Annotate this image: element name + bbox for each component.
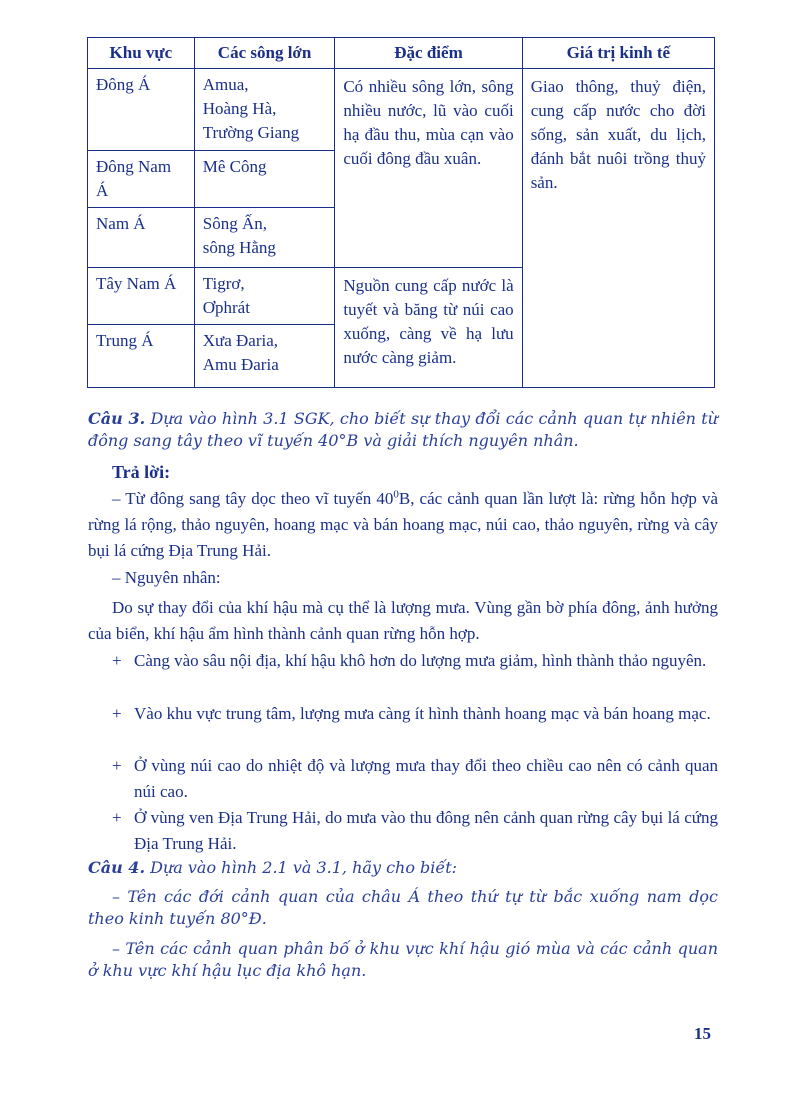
header-economic-value: Giá trị kinh tế [522, 38, 714, 69]
cause-heading: – Nguyên nhân: [112, 568, 221, 587]
region-cell: Tây Nam Á [88, 268, 195, 325]
river-name: Tigrơ, [202, 274, 245, 293]
bullet-mark: + [112, 704, 122, 723]
answer-paragraph-2 [112, 565, 742, 591]
answer-title: Trả lời: [112, 462, 171, 482]
river-name: sông Hằng [202, 238, 276, 257]
features-cell-1: Có nhiều sông lớn, sông nhiều nước, lũ vào cuối hạ đầu thu, mùa cạn vào cuối đông đầu xuân. [335, 69, 522, 268]
table-row [88, 69, 715, 151]
header-rivers: Các sông lớn [194, 38, 335, 69]
features-cell-2: Nguồn cung cấp nước là tuyết và băng từ núi cao xuống, càng về hạ lưu nước càng giảm. [335, 268, 522, 388]
header-features: Đặc điểm [335, 38, 522, 69]
question-3 [88, 408, 718, 452]
rivers-cell [194, 325, 335, 388]
river-name: Xưa Đaria, [202, 331, 279, 350]
page-number: 15 [694, 1024, 711, 1043]
list-item-text: Vào khu vực trung tâm, lượng mưa càng ít hình thành hoang mạc và bán hoang mạc. [134, 704, 711, 723]
answer-paragraph-1-text: – Từ đông sang tây dọc theo vĩ tuyến 40 [112, 489, 394, 508]
answer-paragraph-3-text: Do sự thay đổi của khí hậu mà cụ thể là lượng mưa. Vùng gần bờ phía đông, ảnh hưởng của biển, khí hậu ẩm hình thành cảnh quan rừng hỗn hợp. [88, 598, 718, 643]
region-cell: Trung Á [88, 325, 195, 388]
list-item [112, 701, 718, 727]
bullet-mark: + [112, 651, 122, 670]
list-item-text: Càng vào sâu nội địa, khí hậu khô hơn do lượng mưa giảm, hình thành thảo nguyên. [134, 651, 707, 670]
question-3-label: Câu 3. [88, 409, 146, 428]
rivers-cell [194, 151, 335, 208]
list-item [112, 753, 718, 805]
list-item-text: Ở vùng ven Địa Trung Hải, do mưa vào thu đông nên cảnh quan rừng cây bụi lá cứng Địa Trung Hải. [134, 808, 718, 853]
table-header-row [88, 38, 715, 69]
answer-title-block [112, 459, 742, 486]
answer-paragraph-1-text-end: B, các cảnh quan lần lượt là: rừng hỗn hợp và rừng lá rộng, thảo nguyên, hoang mạc và bán hoang mạc, núi cao, thảo nguyên, rừng và cây bụi lá cứng Địa Trung Hải. [88, 489, 718, 560]
question-4 [88, 857, 718, 879]
region-cell: Đông Nam Á [88, 151, 195, 208]
answer-paragraph-1 [88, 486, 718, 564]
question-4-label: Câu 4. [88, 858, 146, 877]
region-cell: Nam Á [88, 208, 195, 268]
question-4-item-2 [88, 938, 718, 982]
rivers-table [87, 37, 715, 388]
rivers-cell [194, 208, 335, 268]
degree-superscript: 0 [393, 488, 399, 501]
river-name: Trường Giang [202, 123, 300, 142]
river-name: Sông Ấn, [202, 214, 267, 233]
question-4-text: Dựa vào hình 2.1 và 3.1, hãy cho biết: [150, 858, 458, 877]
question-4-item-1 [88, 886, 718, 930]
economic-value-cell: Giao thông, thuỷ điện, cung cấp nước cho đời sống, sản xuất, du lịch, đánh bắt nuôi trồng thuỷ sản. [522, 69, 714, 388]
list-item [112, 805, 718, 857]
river-name: Mê Công [202, 157, 267, 176]
list-item [112, 648, 718, 674]
river-name: Ơphrát [202, 298, 250, 317]
river-name: Amua, [202, 75, 249, 94]
rivers-cell [194, 268, 335, 325]
question-4-item-2-text: – Tên các cảnh quan phân bố ở khu vực khí hậu gió mùa và các cảnh quan ở khu vực khí hậu lục địa khô hạn. [88, 939, 718, 980]
rivers-cell [194, 69, 335, 151]
region-cell: Đông Á [88, 69, 195, 151]
question-4-item-1-text: – Tên các đới cảnh quan của châu Á theo thứ tự từ bắc xuống nam dọc theo kinh tuyến 80°Đ. [88, 887, 718, 928]
header-region: Khu vực [88, 38, 195, 69]
bullet-mark: + [112, 808, 122, 827]
answer-paragraph-3 [88, 595, 718, 647]
list-item-text: Ở vùng núi cao do nhiệt độ và lượng mưa thay đổi theo chiều cao nên có cảnh quan núi cao. [134, 756, 718, 801]
question-3-text: Dựa vào hình 3.1 SGK, cho biết sự thay đổi các cảnh quan tự nhiên từ đông sang tây theo vĩ tuyến 40°B và giải thích nguyên nhân. [88, 409, 718, 450]
river-name: Hoàng Hà, [202, 99, 277, 118]
river-name: Amu Đaria [202, 355, 279, 374]
bullet-mark: + [112, 756, 122, 775]
